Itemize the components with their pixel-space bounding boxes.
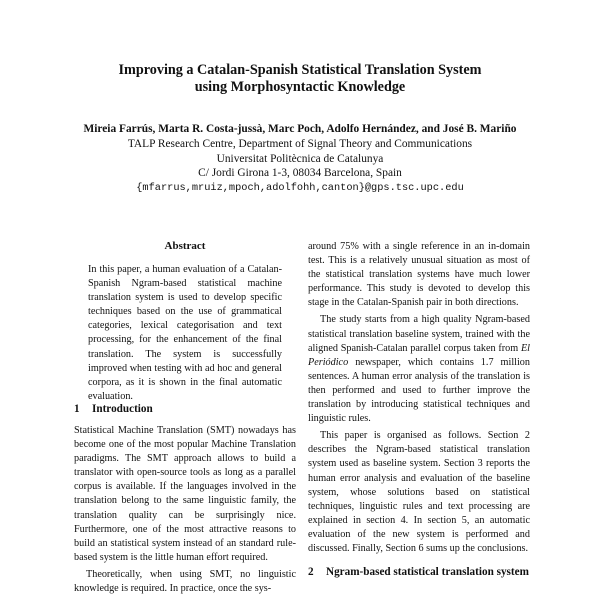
section-1-title: Introduction — [92, 403, 153, 415]
para4-text-a: The study starts from a high quality Ngram-based statistical translation baseline system, trained with the aligned Spanish-Catalan parallel corpus taken from — [308, 314, 530, 354]
left-column — [74, 402, 296, 596]
title-line-1: Improving a Catalan-Spanish Statistical Translation System — [118, 62, 482, 78]
right-column — [308, 240, 530, 580]
affiliation-line-3: C/ Jordi Girona 1-3, 08034 Barcelona, Spain — [198, 167, 402, 180]
section-2-title: Ngram-based statistical translation system — [326, 566, 529, 579]
abstract-text: In this paper, a human evaluation of a Catalan-Spanish Ngram-based statistical machine translation system is used to develop specific techniques based on the use of grammatical categories, lexical categorisation and text processing, for the enhancement of the final translation. The system is successfully improved when testing with ad hoc and general corpora, as it is shown in the final automatic evaluation. — [88, 264, 282, 402]
affiliation-line-2: Universitat Politècnica de Catalunya — [216, 152, 384, 165]
intro-paragraph-3: around 75% with a single reference in an in-domain test. This is a relatively unusual situation as most of the statistical translation systems have much lower performance. This study is devoted to develop this stage in the Catalan-Spanish pair in both directions. — [308, 241, 530, 309]
affiliation-line-1: TALP Research Centre, Department of Signal Theory and Communications — [127, 138, 473, 150]
author-emails: {mfarrus,mruiz,mpoch,adolfohh,canton}@gps.tsc.upc.edu — [136, 182, 464, 195]
abstract-heading: Abstract — [164, 240, 206, 252]
section-2-heading — [308, 565, 530, 580]
author-list: Mireia Farrús, Marta R. Costa-jussà, Marc Poch, Adolfo Hernández, and José B. Mariño — [83, 123, 517, 135]
intro-paragraph-5: This paper is organised as follows. Section 2 describes the Ngram-based statistical translation system used as baseline system. Section 3 reports the human error analysis and evaluation of the baseline system, whose solutions based on statistical techniques, linguistic rules and text processing are explained in section 4. In section 5, an automatic evaluation of the new system is performed and discussed. Finally, Section 6 sums up the conclusions. — [308, 430, 530, 554]
intro-paragraph-1: Statistical Machine Translation (SMT) nowadays has become one of the most popular Machine Translation paradigms. The SMT approach allows to build a translator with open-source tools as long as a parallel corpus is available. If the languages involved in the translation belong to the same linguistic family, the translation quality can be surprisingly nice. Furthermore, one of the most attractive reasons to build an statistical system instead of an standard rule-based system is the little human effort required. — [74, 425, 296, 563]
section-2-number: 2 — [308, 566, 314, 579]
paper-title — [0, 62, 600, 96]
section-1-heading — [74, 402, 296, 417]
title-line-2: using Morphosyntactic Knowledge — [194, 79, 406, 95]
newspaper-name: El Periódico — [308, 342, 530, 368]
affiliation — [0, 137, 600, 196]
para4-text-b: newspaper, which contains 1.7 million sentences. A human error analysis of the translation is then performed and used to further improve the translation by introducing statistical techniques and linguistic rules. — [308, 356, 530, 425]
intro-paragraph-4 — [308, 313, 530, 426]
intro-paragraph-2: Theoretically, when using SMT, no linguistic knowledge is required. In practice, once the sys- — [74, 568, 296, 595]
section-1-number: 1 — [74, 403, 80, 415]
